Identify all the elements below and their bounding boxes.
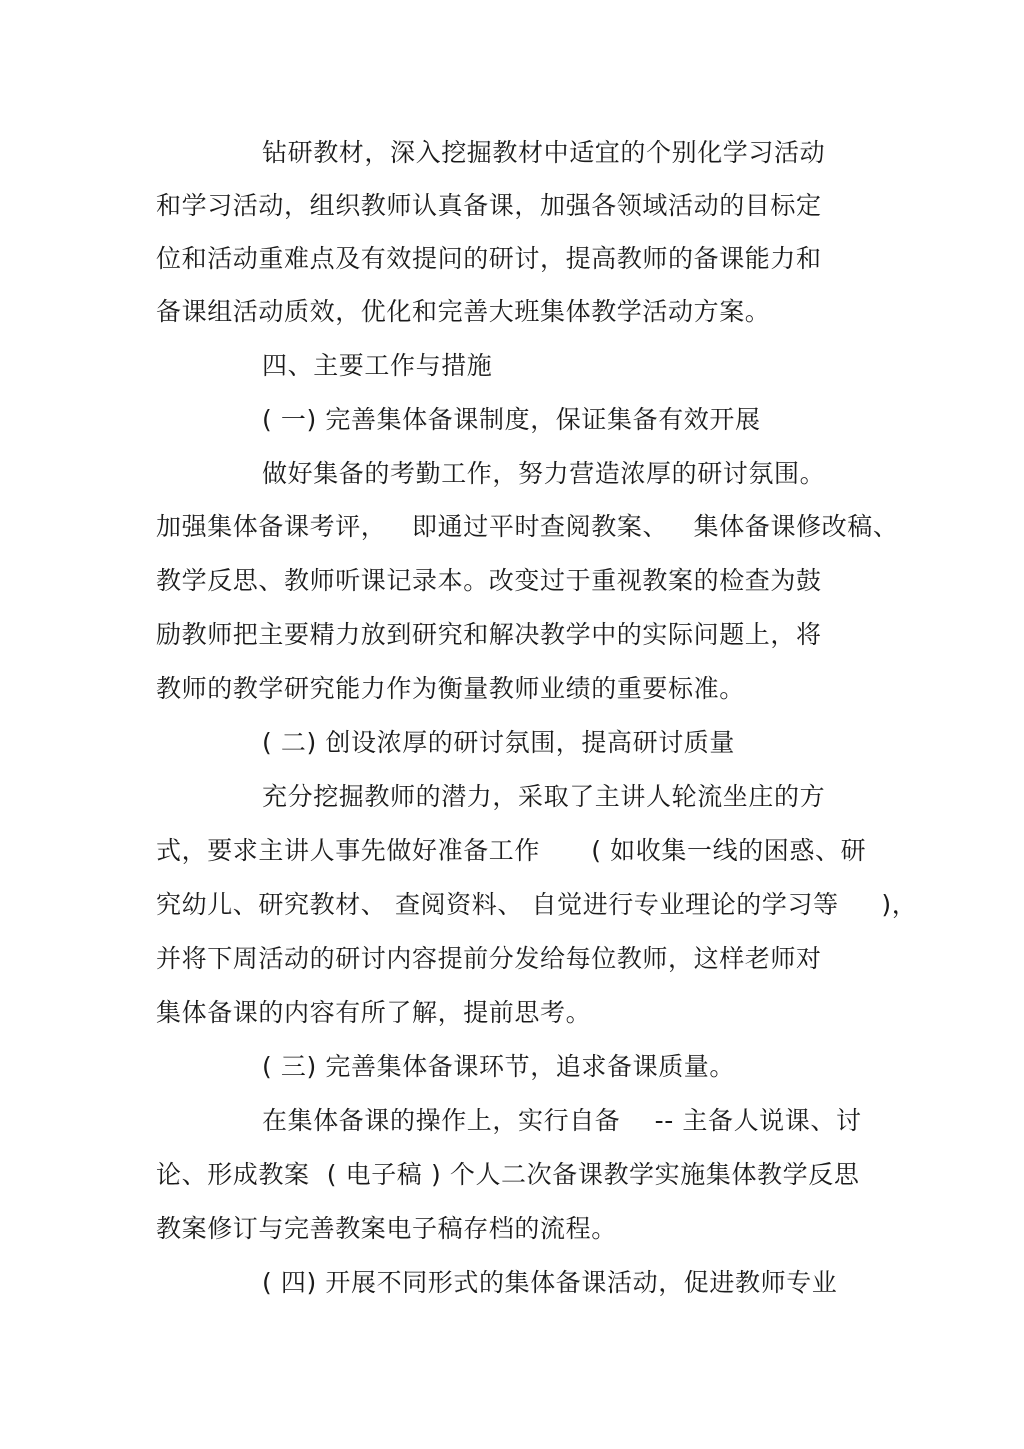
paragraph-line: 做好集备的考勤工作，努力营造浓厚的研讨氛围。 (262, 459, 826, 488)
subsection-heading: ( 一) 完善集体备课制度，保证集备有效开展 (262, 405, 761, 434)
subsection-heading: ( 四) 开展不同形式的集体备课活动，促进教师专业 (262, 1268, 838, 1297)
paragraph-line: 充分挖掘教师的潜力，采取了主讲人轮流坐庄的方 (262, 782, 826, 811)
paragraph-line: 究幼儿、研究教材、 查阅资料、 自觉进行专业理论的学习等 )， (156, 890, 918, 919)
paragraph-line: 备课组活动质效，优化和完善大班集体教学活动方案。 (156, 297, 771, 326)
paragraph-line: 励教师把主要精力放到研究和解决教学中的实际问题上，将 (156, 620, 822, 649)
paragraph-line: 和学习活动，组织教师认真备课，加强各领域活动的目标定 (156, 191, 822, 220)
section-heading: 四、主要工作与措施 (262, 351, 493, 380)
subsection-heading: ( 二) 创设浓厚的研讨氛围，提高研讨质量 (262, 728, 736, 757)
paragraph-line: 并将下周活动的研讨内容提前分发给每位教师，这样老师对 (156, 944, 822, 973)
paragraph-line: 教师的教学研究能力作为衡量教师业绩的重要标准。 (156, 674, 745, 703)
paragraph-line: 加强集体备课考评， 即通过平时查阅教案、 集体备课修改稿、 (156, 512, 899, 541)
paragraph-line: 在集体备课的操作上，实行自备 -- 主备人说课、讨 (262, 1106, 862, 1135)
paragraph-line: 教学反思、教师听课记录本。改变过于重视教案的检查为鼓 (156, 566, 822, 595)
paragraph-line: 式，要求主讲人事先做好准备工作 ( 如收集一线的困惑、研 (156, 836, 867, 865)
paragraph-line: 教案修订与完善教案电子稿存档的流程。 (156, 1214, 617, 1243)
subsection-heading: ( 三) 完善集体备课环节，追求备课质量。 (262, 1052, 736, 1081)
paragraph-line: 集体备课的内容有所了解，提前思考。 (156, 998, 592, 1027)
paragraph-line: 钻研教材，深入挖掘教材中适宜的个别化学习活动 (262, 138, 826, 167)
paragraph-line: 论、形成教案 ( 电子稿 ) 个人二次备课教学实施集体教学反思 (156, 1160, 860, 1189)
paragraph-line: 位和活动重难点及有效提问的研讨，提高教师的备课能力和 (156, 244, 822, 273)
